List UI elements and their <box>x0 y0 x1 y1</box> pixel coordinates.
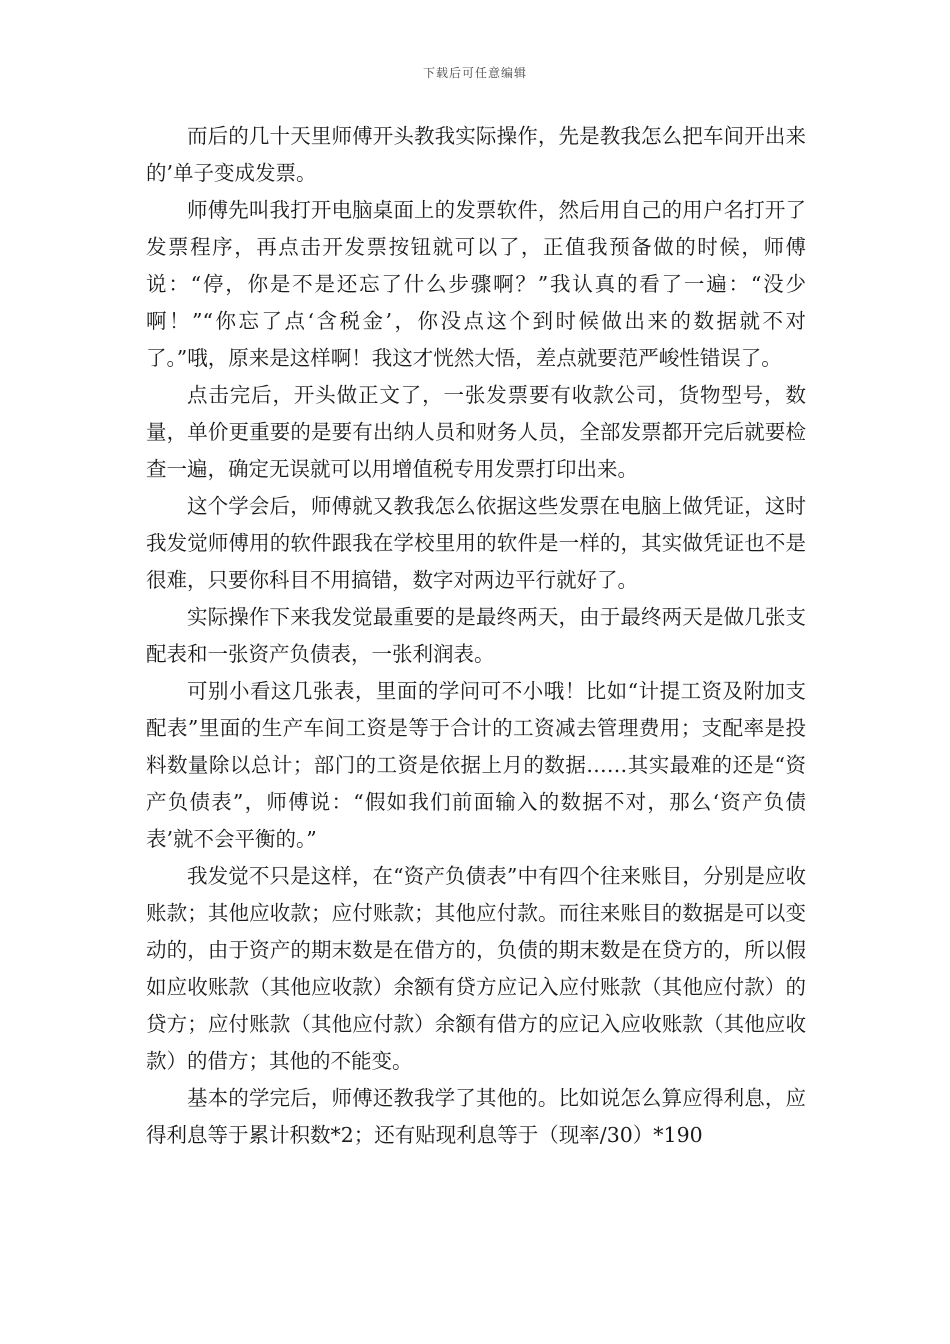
paragraph-4: 这个学会后，师傅就又教我怎么依据这些发票在电脑上做凭证，这时我发觉师傅用的软件跟我在学校里用的软件是一样的，其实做凭证也不是很难，只要你科目不用搞错，数字对两边平行就好了。 <box>146 494 806 592</box>
paragraph-5: 实际操作下来我发觉最重要的是最终两天，由于最终两天是做几张支配表和一张资产负债表，一张利润表。 <box>146 605 806 666</box>
paragraph-2: 师傅先叫我打开电脑桌面上的发票软件，然后用自己的用户名打开了发票程序，再点击开发票按钮就可以了，正值我预备做的时候，师傅说：“停，你是不是还忘了什么步骤啊？”我认真的看了一遍：“没少啊！”“你忘了点‘含税金’，你没点这个到时候做出来的数据就不对了。”哦，原来是这样啊！我这才恍然大悟，差点就要范严峻性错误了。 <box>146 198 806 370</box>
paragraph-3: 点击完后，开头做正文了，一张发票要有收款公司，货物型号，数量，单价更重要的是要有出纳人员和财务人员，全部发票都开完后就要检查一遍，确定无误就可以用增值税专用发票打印出来。 <box>146 383 806 481</box>
paragraph-6: 可别小看这几张表，里面的学问可不小哦！比如“计提工资及附加支配表”里面的生产车间工资是等于合计的工资减去管理费用；支配率是投料数量除以总计；部门的工资是依据上月的数据……其实最难的还是“资产负债表”，师傅说：“假如我们前面输入的数据不对，那么‘资产负债表’就不会平衡的。” <box>146 679 806 851</box>
paragraph-1: 而后的几十天里师傅开头教我实际操作，先是教我怎么把车间开出来的’单子变成发票。 <box>146 124 806 185</box>
page-header: 下载后可任意编辑 <box>422 66 527 80</box>
paragraph-8: 基本的学完后，师傅还教我学了其他的。比如说怎么算应得利息，应得利息等于累计积数*2；还有贴现利息等于（现率/30）*190 <box>146 1086 806 1147</box>
paragraph-7: 我发觉不只是这样，在“资产负债表”中有四个往来账目，分别是应收账款；其他应收款；应付账款；其他应付款。而往来账目的数据是可以变动的，由于资产的期末数是在借方的，负债的期末数是在贷方的，所以假如应收账款（其他应收款）余额有贷方应记入应付账款（其他应付款）的贷方；应付账款（其他应付款）余额有借方的应记入应收账款（其他应收款）的借方；其他的不能变。 <box>146 864 806 1073</box>
body-text <box>146 118 806 1154</box>
